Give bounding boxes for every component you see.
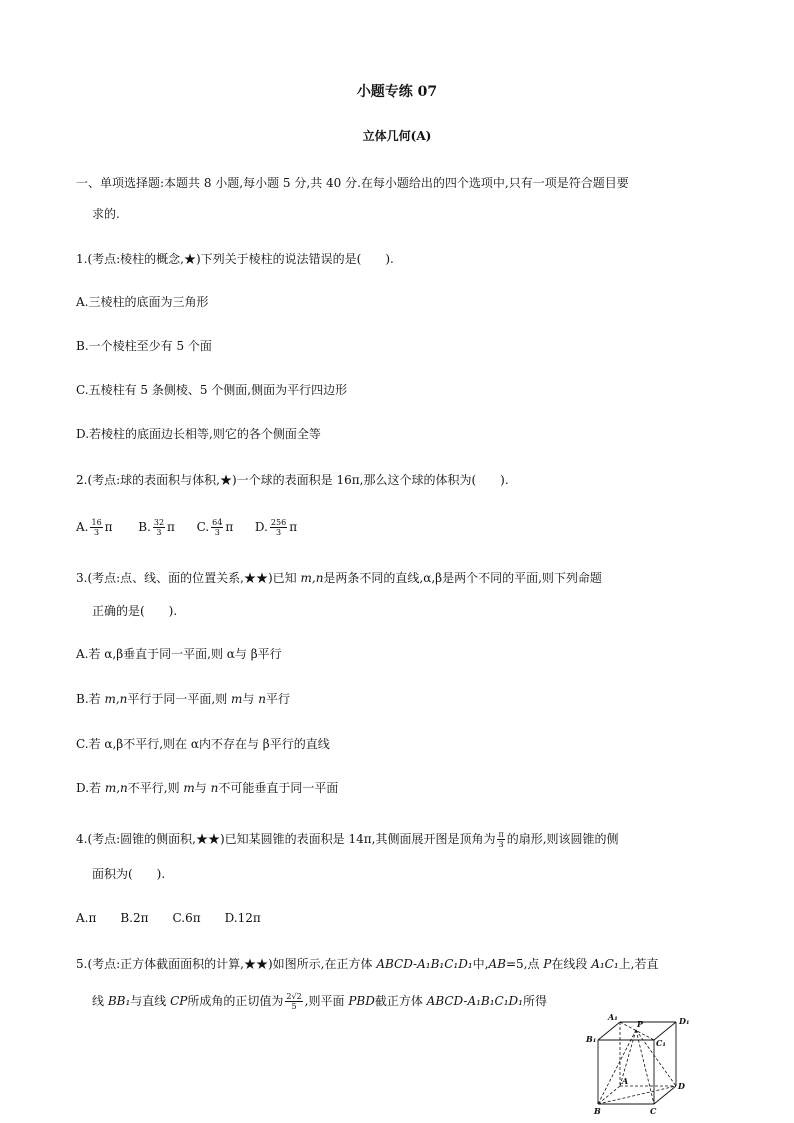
section-heading-cont: 求的.	[92, 207, 120, 221]
q1-option-a: A.三棱柱的底面为三角形	[76, 295, 209, 309]
label-d1: D₁	[679, 1016, 690, 1026]
label-b: B	[594, 1106, 601, 1116]
q4-stem: 4.(考点:圆锥的侧面积,★★)已知某圆锥的表面积是 14π,其侧面展开图是顶角为 $\frac{\pi}{3}$ 的扇形,则该圆锥的侧	[76, 830, 619, 849]
page-title: 小题专练 07	[356, 84, 438, 100]
section-heading: 一、单项选择题:本题共 8 小题,每小题 5 分,共 40 分.在每小题给出的四个选项中,只有一项是符合题目要	[76, 176, 629, 190]
cube-figure	[584, 1012, 700, 1116]
label-a: A	[622, 1076, 629, 1086]
label-b1: B₁	[586, 1034, 597, 1044]
cube-diagram	[584, 1012, 700, 1116]
q3-stem-cont: 正确的是( ).	[92, 604, 178, 618]
q1-stem: 1.(考点:棱柱的概念,★)下列关于棱柱的说法错误的是( ).	[76, 252, 394, 266]
q2-options	[76, 518, 297, 537]
label-p: P	[637, 1019, 644, 1029]
label-a1: A₁	[608, 1012, 618, 1022]
page-subtitle: 立体几何(A)	[362, 129, 432, 143]
q3-option-b: B.若 m,n平行于同一平面,则 m与 n平行	[76, 692, 290, 706]
q2-stem: 2.(考点:球的表面积与体积,★)一个球的表面积是 16π,那么这个球的体积为( ).	[76, 473, 509, 487]
q5-stem-cont: 线 BB₁与直线 CP所成角的正切值为 $\frac{2√2}{5}$ ,则平面 PBD截正方体 ABCD-A₁B₁C₁D₁所得	[92, 992, 547, 1011]
q1-option-d: D.若棱柱的底面边长相等,则它的各个侧面全等	[76, 427, 321, 441]
label-c: C	[650, 1106, 657, 1116]
q4-options: A.π B.2π C.6π D.12π	[76, 911, 261, 925]
q3-option-a: A.若 α,β垂直于同一平面,则 α与 β平行	[76, 647, 282, 661]
q2-option-a: A. $\frac{16}{3}$ π	[76, 518, 113, 537]
q2-option-b: B. $\frac{32}{3}$ π	[138, 518, 175, 537]
label-c1: C₁	[656, 1038, 666, 1048]
q4-stem-cont: 面积为( ).	[92, 867, 166, 881]
q3-option-c: C.若 α,β不平行,则在 α内不存在与 β平行的直线	[76, 737, 330, 751]
q1-option-c: C.五棱柱有 5 条侧棱、5 个侧面,侧面为平行四边形	[76, 383, 348, 397]
q5-stem: 5.(考点:正方体截面面积的计算,★★)如图所示,在正方体 ABCD-A₁B₁C₁D₁中,AB=5,点 P在线段 A₁C₁上,若直	[76, 957, 659, 971]
q2-option-d: D. $\frac{256}{3}$ π	[254, 518, 298, 537]
label-d: D	[678, 1081, 685, 1091]
q1-option-b: B.一个棱柱至少有 5 个面	[76, 339, 212, 353]
q3-stem: 3.(考点:点、线、面的位置关系,★★)已知 m,n是两条不同的直线,α,β是两个不同的平面,则下列命题	[76, 571, 602, 585]
q3-option-d: D.若 m,n不平行,则 m与 n不可能垂直于同一平面	[76, 781, 339, 795]
q2-option-c: C. $\frac{64}{3}$ π	[196, 518, 234, 537]
